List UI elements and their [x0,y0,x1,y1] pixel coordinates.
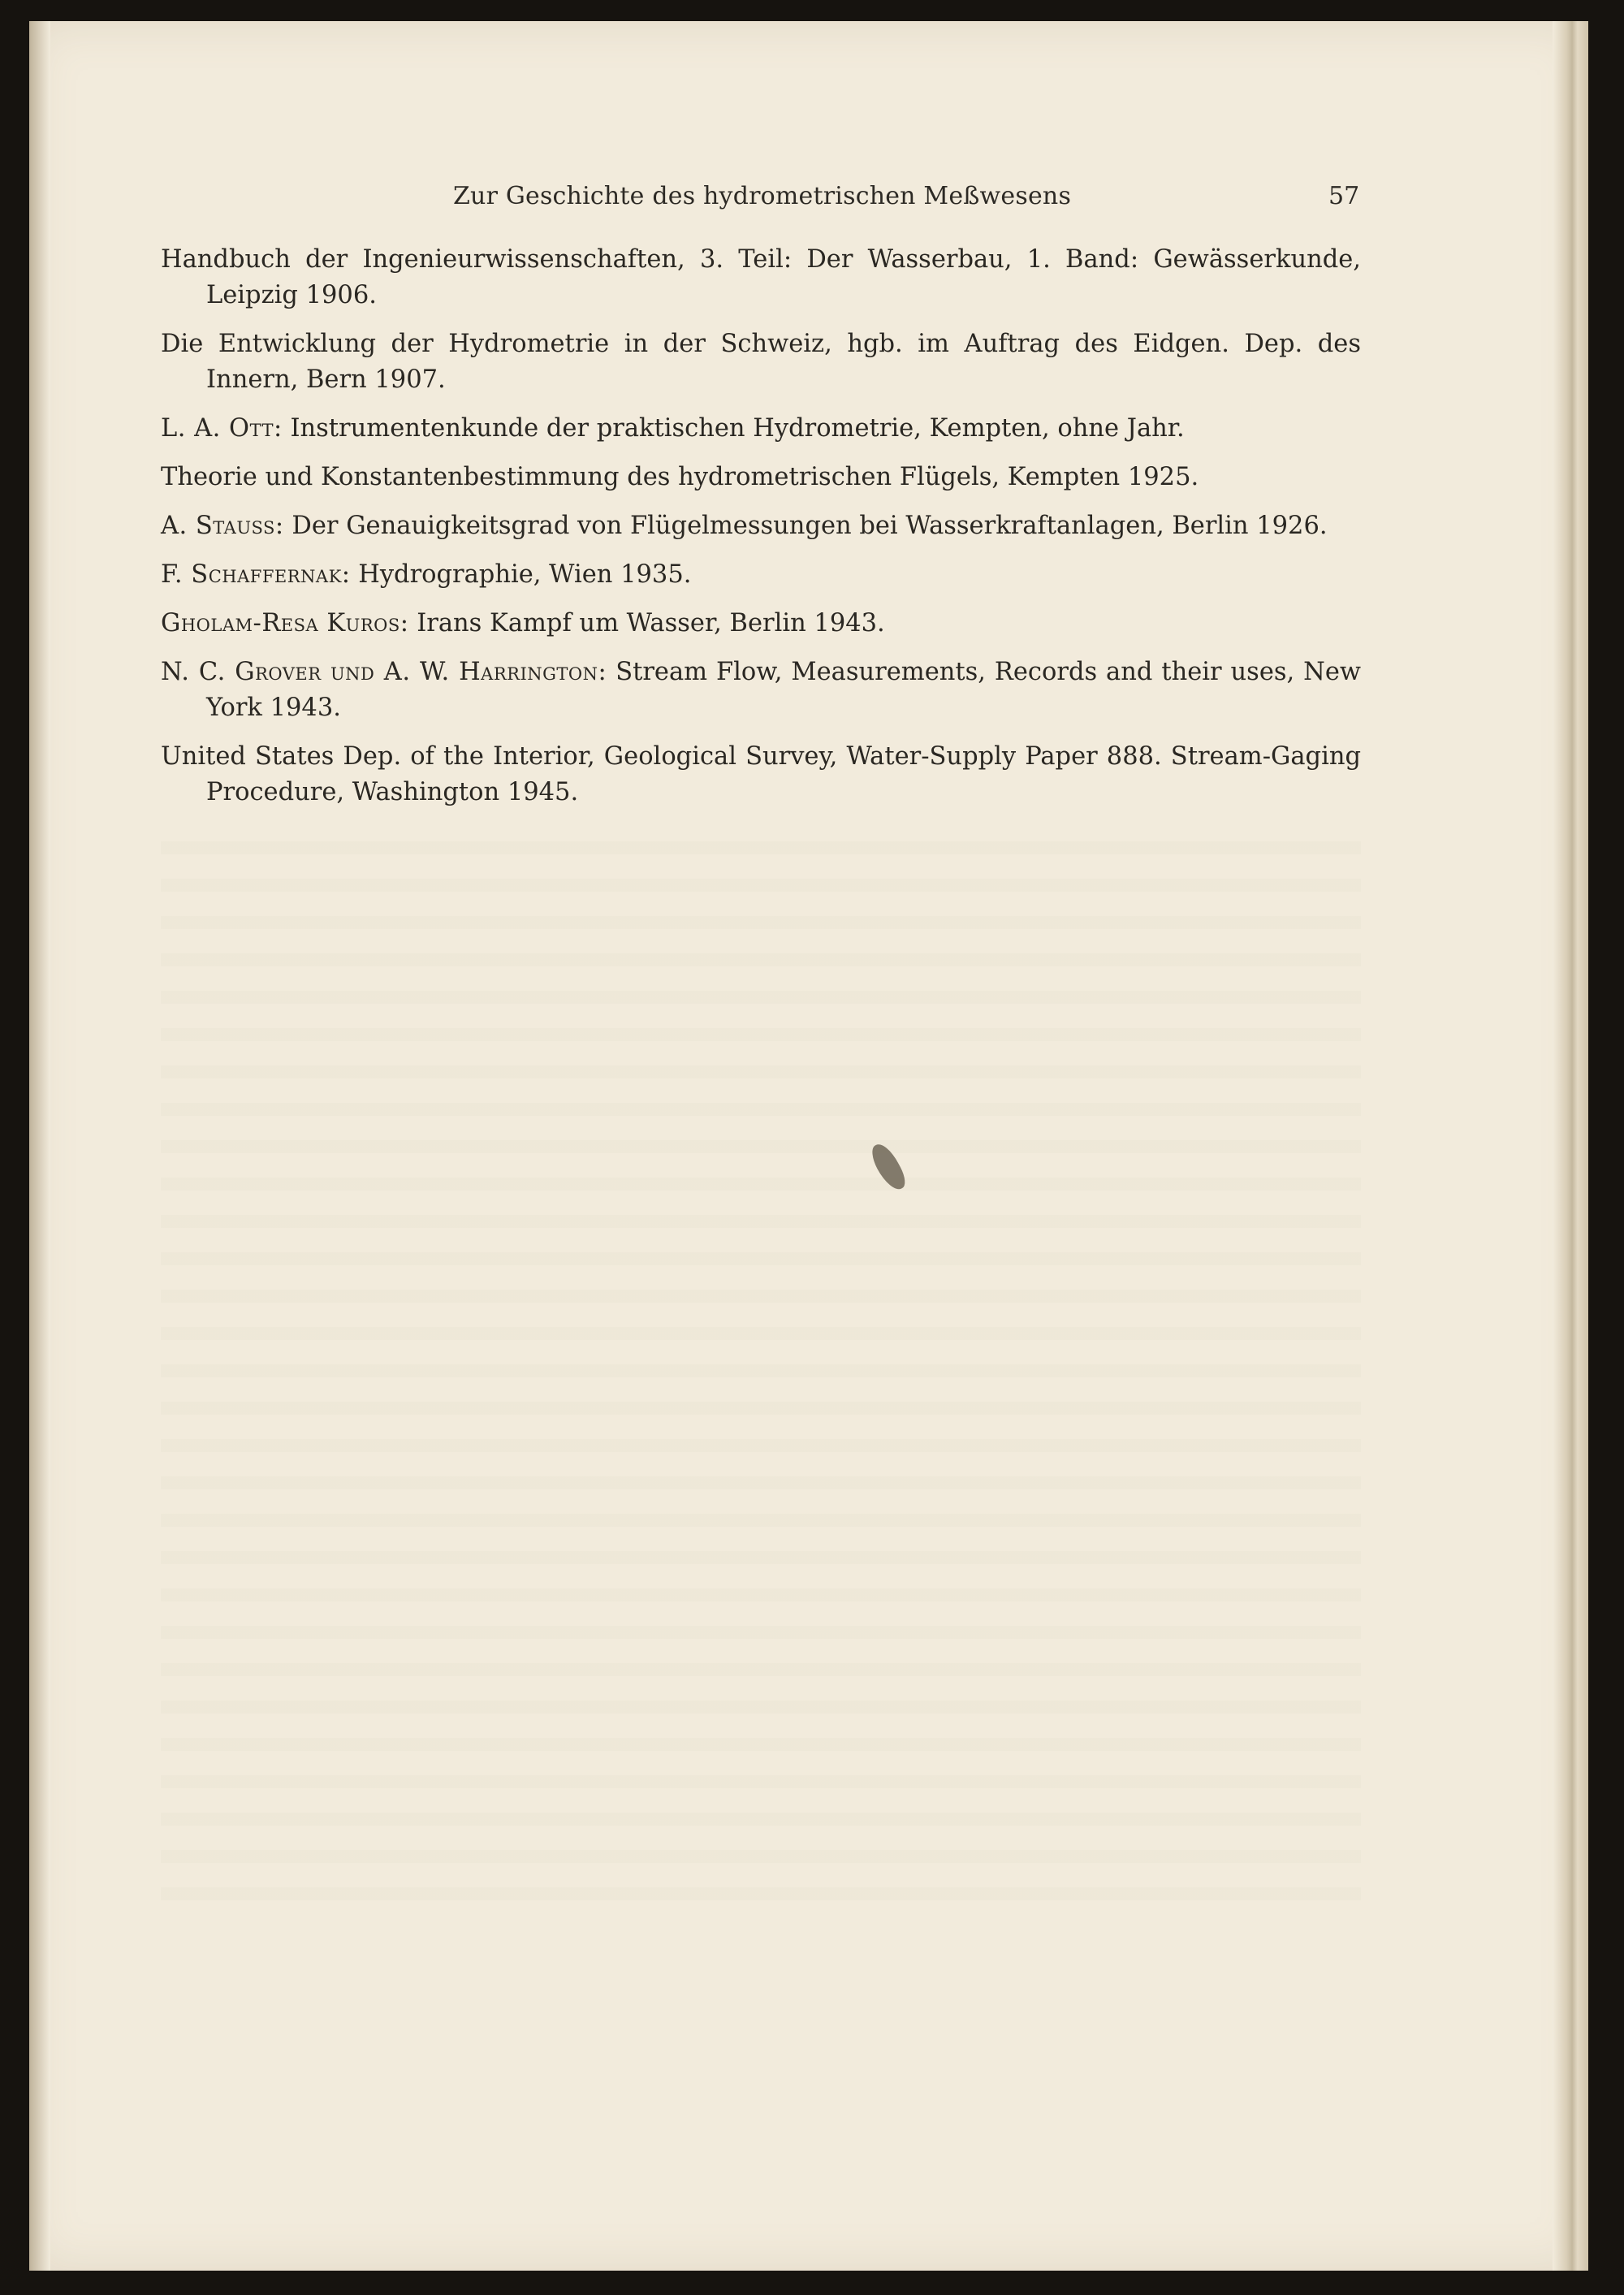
reference-entry [161,655,1361,726]
reference-text: Handbuch der Ingenieurwissenschaften, 3. Teil: Der Wasserbau, 1. Band: Gewässerkunde, Leipzig 1906. [161,245,1361,309]
reference-entry [161,460,1361,495]
running-title: Zur Geschichte des hydrometrischen Meßwesens [453,182,1072,210]
page-number: 57 [1328,182,1360,210]
reference-author: F. Schaffernak: [161,560,351,589]
reference-text: Die Entwicklung der Hydrometrie in der Schweiz, hgb. im Auftrag des Eidgen. Dep. des Innern, Bern 1907. [161,330,1361,394]
show-through-text [161,841,1361,1921]
reference-text: Instrumentenkunde der praktischen Hydrometrie, Kempten, ohne Jahr. [282,414,1185,443]
reference-entry [161,326,1361,398]
reference-text: Der Genauigkeitsgrad von Flügelmessungen bei Wasserkraftanlagen, Berlin 1926. [283,512,1328,540]
page-gutter-shadow [29,21,50,2271]
reference-entry [161,508,1361,544]
reference-entry [161,606,1361,642]
reference-author: A. Stauss: [161,512,284,540]
reference-author: Gholam-Resa Kuros: [161,609,409,638]
reference-entry [161,411,1361,447]
reference-entry [161,242,1361,313]
book-page [29,21,1588,2271]
reference-text: Hydrographie, Wien 1935. [350,560,692,589]
page-edge [1553,21,1588,2271]
reference-author: L. A. Ott: [161,414,283,443]
reference-text: Irans Kampf um Wasser, Berlin 1943. [408,609,885,638]
reference-list [161,242,1361,823]
reference-text: United States Dep. of the Interior, Geological Survey, Water-Supply Paper 888. Stream-Gaging Procedure, Washington 1945. [161,742,1361,806]
reference-text: Stream Flow, Measurements, Records and their uses, New York 1943. [206,658,1361,722]
reference-entry [161,557,1361,593]
reference-entry [161,739,1361,810]
reference-text: Theorie und Konstantenbestimmung des hydrometrischen Flügels, Kempten 1925. [161,463,1199,491]
reference-author: N. C. Grover und A. W. Harrington: [161,658,607,686]
